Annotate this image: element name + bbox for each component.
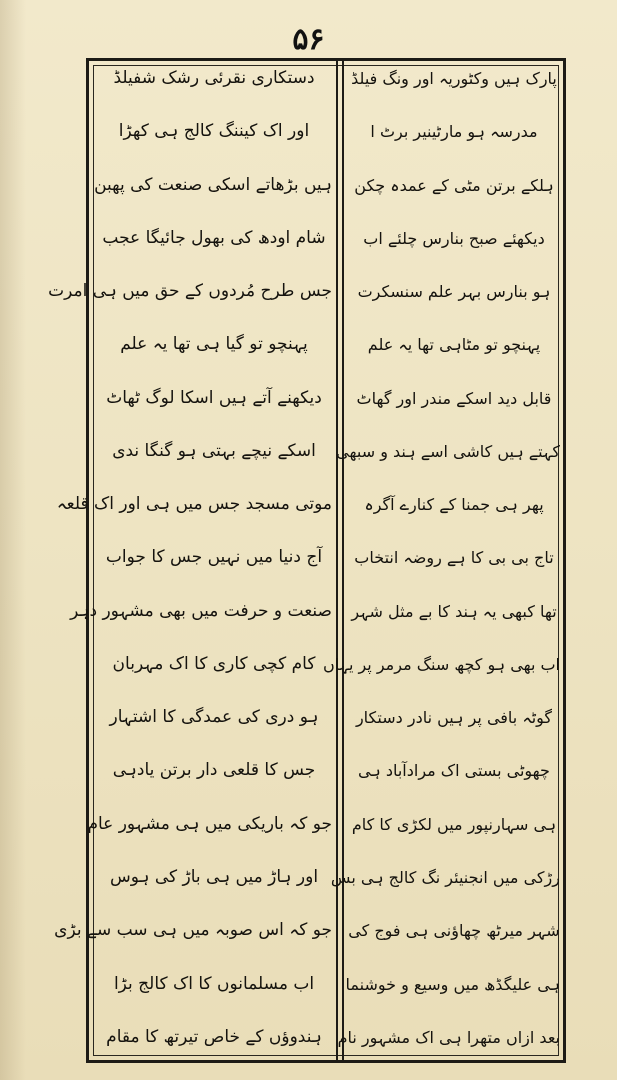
verse-line: پہنچو تو گیا ہی تھا یہ علم xyxy=(120,334,308,355)
page-number: ۵۶ xyxy=(292,22,325,57)
verse-line: ہی علیگڈھ میں وسیع و خوشنما xyxy=(345,974,560,994)
verse-line: جو کہ اس صوبہ میں ہی سب سے بڑی xyxy=(54,920,332,941)
verse-line: آج دنیا میں نہیں جس کا جواب xyxy=(105,547,323,568)
verse-line: تاج بی بی کا ہے روضہ انتخاب xyxy=(354,548,554,568)
verse-line: تھا کبھی یہ ہند کا بے مثل شہر xyxy=(351,601,557,621)
verse-line: گوٹہ بافی پر ہیں نادر دستکار xyxy=(355,708,553,728)
verse-line: اور اک کیننگ کالج ہی کھڑا xyxy=(118,121,310,142)
verse-line: موتی مسجد جس میں ہی اور اک قلعہ xyxy=(56,494,332,515)
verse-line: جس کا قلعی دار برتن یادہی xyxy=(112,760,316,781)
verse-line: شہر میرٹھ چھاؤنی ہی فوج کی xyxy=(348,921,560,941)
verse-line: دستکاری نقرئی رشک شفیلڈ xyxy=(113,68,315,88)
verse-line: شام اودھ کی بھول جائیگا عجب xyxy=(102,227,326,248)
page-edge-shadow xyxy=(0,0,26,1080)
verse-line: پارک ہیں وکٹوریہ اور ونگ فیلڈ xyxy=(351,69,557,88)
verse-line: ہیں بڑھاتے اسکی صنعت کی پھبن xyxy=(94,174,332,195)
verse-line: قابل دید اسکے مندر اور گھاٹ xyxy=(356,388,552,408)
verse-line: جس طرح مُردوں کے حق میں ہی امرت xyxy=(48,281,332,302)
verse-line: ہو دری کی عمدگی کا اشتہار xyxy=(109,707,319,728)
verse-line: اب بھی ہو کچھ سنگ مرمر پر یہاں xyxy=(322,654,560,674)
verse-line: پہنچو تو مٹاہی تھا یہ علم xyxy=(367,335,541,355)
verse-line: دیکھنے آتے ہیں اسکا لوگ ٹھاٹ xyxy=(106,387,322,408)
left-column xyxy=(48,66,332,1056)
verse-line: پھر ہی جمنا کے کنارے آگرہ xyxy=(364,495,544,515)
verse-line: اور ہاڑ میں ہی باڑ کی ہوس xyxy=(109,866,319,887)
verse-line: ہلکے برتن مٹی کے عمدہ چکن xyxy=(354,175,554,195)
verse-line: کہتے ہیں کاشی اسے ہند و سبھی xyxy=(336,441,560,461)
column-divider xyxy=(336,58,338,1063)
verse-line: جو کہ باریکی میں ہی مشہور عام xyxy=(87,813,332,834)
verse-line: اسکے نیچے بہتی ہو گنگا ندی xyxy=(112,440,316,461)
verse-line: مدرسہ ہو مارٹینیر برٹ ا xyxy=(370,122,538,142)
verse-line: دیکھئے صبح بنارس چلئے اب xyxy=(363,228,545,248)
verse-line: چھوٹی بستی اک مرادآباد ہی xyxy=(358,761,550,781)
verse-line: ہو بنارس بہر علم سنسکرت xyxy=(357,282,551,302)
verse-line: ہندوؤں کے خاص تیرتھ کا مقام xyxy=(106,1026,322,1047)
verse-line: بعد ازاں متھرا ہی اک مشہور نام xyxy=(337,1027,560,1047)
verse-line: صنعت و حرفت میں بھی مشہور دہر xyxy=(70,600,332,621)
verse-line: کام کچی کاری کا اک مہربان xyxy=(112,653,316,674)
right-column xyxy=(322,66,560,1056)
verse-line: اب مسلمانوں کا اک کالج بڑا xyxy=(113,973,315,994)
verse-line: رڑکی میں انجنیئر نگ کالج ہی بس xyxy=(330,867,560,887)
verse-line: ہی سہارنپور میں لکڑی کا کام xyxy=(351,814,557,834)
column-divider xyxy=(342,58,344,1063)
